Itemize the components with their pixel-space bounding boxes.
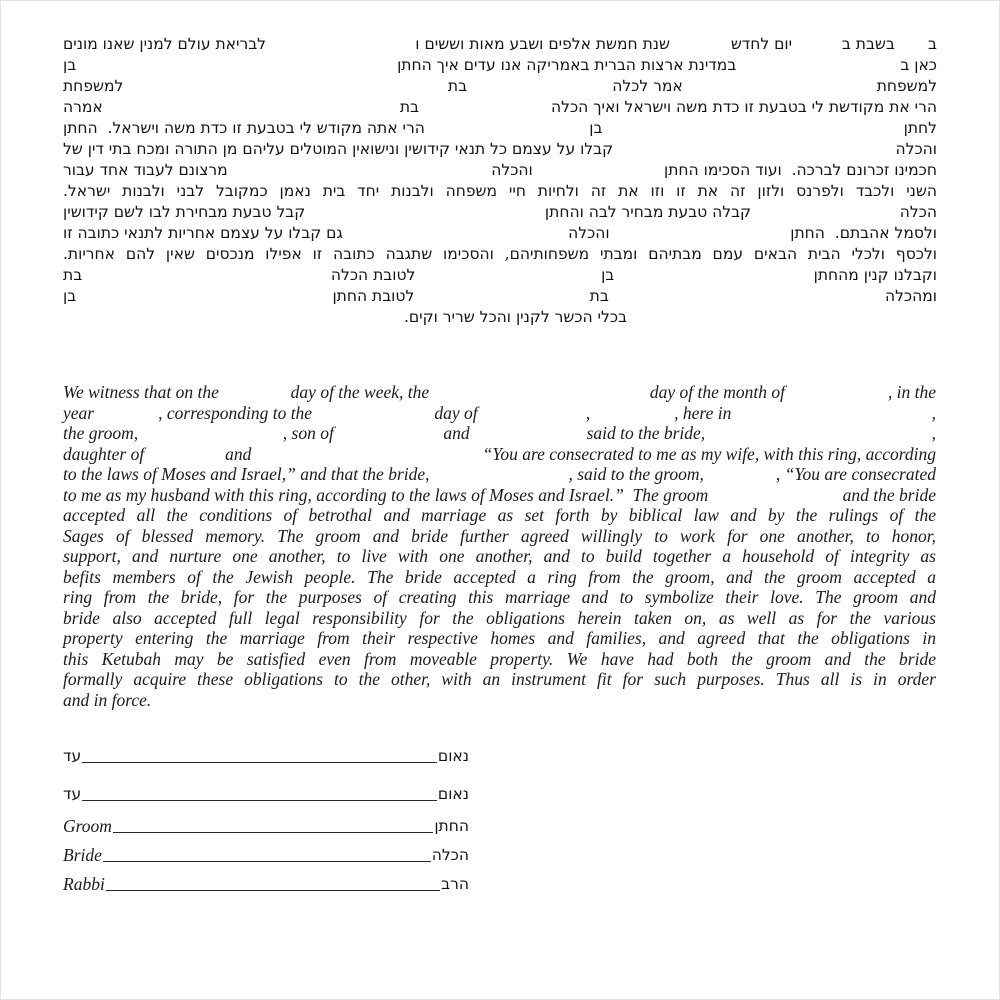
blank-field bbox=[305, 216, 545, 217]
text-segment: לטובת הכלה bbox=[330, 266, 416, 284]
hebrew-line-6 bbox=[63, 139, 937, 160]
blank-field bbox=[334, 438, 444, 439]
signature-row-witness-1 bbox=[63, 744, 469, 766]
english-line-15: formally acquire these obligations to the other, with an instrument fit for such purposes. Thus all is in order bbox=[63, 669, 936, 689]
text-segment: , in the bbox=[887, 382, 936, 402]
groom-label: Groom bbox=[63, 816, 112, 836]
blank-field bbox=[144, 459, 225, 460]
blank-field bbox=[590, 418, 674, 419]
blank-field bbox=[228, 174, 492, 175]
english-line-5 bbox=[63, 464, 936, 485]
hebrew-line-13 bbox=[63, 286, 937, 307]
blank-field bbox=[251, 459, 482, 460]
hebrew-line-3 bbox=[63, 76, 937, 97]
text-segment: and the bride bbox=[842, 484, 936, 505]
text-segment: “You are consecrated to me as my wife, with this ring, according bbox=[482, 443, 936, 464]
blank-field bbox=[533, 174, 664, 175]
text-segment: ולסמל אהבתם. החתן bbox=[790, 224, 937, 242]
text-segment: קבלה טבעת מבחיר לבה והחתן bbox=[544, 203, 752, 221]
text-segment: הרי את מקודשת לי בטבעת זו כדת משה וישראל ואיך הכלה bbox=[551, 98, 937, 116]
text-segment: כאן ב bbox=[900, 56, 937, 74]
blank-field bbox=[704, 479, 776, 480]
hebrew-line-2 bbox=[63, 55, 937, 76]
text-segment: and bbox=[225, 443, 252, 464]
text-segment: בן bbox=[589, 119, 603, 137]
text-segment: day of the week, the bbox=[290, 382, 430, 402]
signature-section bbox=[63, 744, 469, 894]
text-segment: במדינת ארצות הברית באמריקה אנו עדים איך החתן bbox=[397, 56, 737, 74]
text-segment: , here in bbox=[674, 402, 732, 423]
text-segment: בת bbox=[399, 98, 419, 116]
signature-line bbox=[82, 799, 437, 801]
hebrew-line-4 bbox=[63, 97, 937, 118]
blank-field bbox=[470, 438, 587, 439]
blank-field bbox=[895, 48, 928, 49]
blank-field bbox=[138, 438, 283, 439]
text-segment: לבריאת עולם למנין שאנו מונים bbox=[63, 35, 266, 53]
text-segment: year bbox=[63, 402, 95, 423]
blank-field bbox=[478, 418, 586, 419]
hebrew-line-1 bbox=[63, 34, 937, 55]
text-segment: יום לחדש bbox=[730, 35, 793, 53]
witness-label: עד bbox=[63, 785, 82, 803]
signature-row-witness-2 bbox=[63, 782, 469, 804]
text-segment: לטובת החתן bbox=[332, 287, 415, 305]
text-segment: ומהכלה bbox=[884, 287, 937, 305]
groom-label-hebrew: החתן bbox=[434, 817, 469, 835]
blank-field bbox=[94, 418, 158, 419]
signature-line bbox=[82, 761, 437, 763]
blank-field bbox=[670, 48, 731, 49]
text-segment: קבל טבעת מבחירת לבו לשם קידושין bbox=[63, 203, 306, 221]
text-segment: בן bbox=[63, 56, 77, 74]
blank-field bbox=[792, 48, 842, 49]
text-segment: day of the month of bbox=[649, 382, 786, 402]
english-line-12: bride also accepted full legal responsibility for the obligations herein taken on, as well as for the various bbox=[63, 607, 936, 628]
text-segment: to the laws of Moses and Israel,” and that the bride, bbox=[63, 464, 430, 484]
blank-field bbox=[419, 111, 551, 112]
english-line-14: this Ketubah may be satisfied even from moveable property. We have had both the groom and the bride bbox=[63, 648, 936, 669]
blank-field bbox=[430, 479, 569, 480]
hebrew-line-10 bbox=[63, 223, 937, 244]
text-segment: We witness that on the bbox=[63, 382, 219, 402]
hebrew-line-8: השני ולכבד ולפרנס ולזון זה את זו וזו את זה ולחיות חיי משפחה ולבנות יחד בית נאמן כמקובל לבני ולבנות ישראל. bbox=[63, 182, 937, 200]
english-line-2 bbox=[63, 403, 936, 424]
blank-field bbox=[609, 300, 885, 301]
signature-row-groom bbox=[63, 814, 469, 836]
text-segment: day of bbox=[434, 402, 478, 423]
hebrew-line-11: ולכסף ולכלי הבית הבאים עמם מבתיהם ומבתי משפחותיהם, והסכימו שתגבה כתובה זו אפילו מנכסים שאין להם אחריות. bbox=[63, 245, 937, 263]
blank-field bbox=[467, 90, 612, 91]
text-segment: בת bbox=[589, 287, 609, 305]
text-segment: , bbox=[931, 402, 936, 423]
text-segment: מרצונם לעבוד אחד עבור bbox=[63, 161, 228, 179]
declared-by-label: נאום bbox=[437, 785, 469, 803]
text-segment: למשפחת bbox=[876, 77, 937, 95]
blank-field bbox=[123, 90, 448, 91]
blank-field bbox=[415, 279, 601, 280]
english-line-3 bbox=[63, 423, 936, 444]
blank-field bbox=[731, 418, 931, 419]
bride-label-hebrew: הכלה bbox=[431, 846, 469, 864]
hebrew-line-14: בכלי הכשר לקנין והכל שריר וקים. bbox=[403, 308, 627, 326]
blank-field bbox=[751, 216, 900, 217]
text-segment: said to the bride, bbox=[586, 423, 706, 443]
blank-field bbox=[343, 237, 568, 238]
signature-row-bride bbox=[63, 843, 469, 865]
text-segment: , bbox=[931, 423, 936, 443]
text-segment: והכלה bbox=[568, 224, 610, 242]
text-segment: אמרה bbox=[63, 98, 103, 116]
signature-line bbox=[113, 831, 433, 833]
text-segment: בן bbox=[63, 287, 77, 305]
blank-field bbox=[82, 279, 331, 280]
text-segment: , bbox=[585, 402, 591, 423]
rabbi-label: Rabbi bbox=[63, 874, 105, 894]
text-segment: אמר לכלה bbox=[612, 77, 683, 95]
text-segment: daughter of bbox=[63, 443, 145, 464]
blank-field bbox=[219, 397, 291, 398]
text-segment: בשבת ב bbox=[841, 35, 895, 53]
blank-field bbox=[785, 397, 888, 398]
signature-line bbox=[106, 889, 440, 891]
blank-field bbox=[736, 69, 900, 70]
blank-field bbox=[708, 500, 842, 501]
text-segment: בת bbox=[63, 266, 83, 284]
english-line-1 bbox=[63, 382, 936, 403]
bride-label: Bride bbox=[63, 845, 102, 865]
declared-by-label: נאום bbox=[437, 747, 469, 765]
blank-field bbox=[103, 111, 400, 112]
text-segment: לחתן bbox=[903, 119, 937, 137]
text-segment: הכלה bbox=[899, 203, 937, 221]
text-segment: למשפחת bbox=[63, 77, 124, 95]
blank-field bbox=[614, 279, 813, 280]
text-segment: והכלה bbox=[895, 140, 937, 158]
hebrew-line-5 bbox=[63, 118, 937, 139]
blank-field bbox=[425, 132, 589, 133]
text-segment: בן bbox=[601, 266, 615, 284]
text-segment: , said to the groom, bbox=[568, 464, 704, 484]
english-line-8: Sages of blessed memory. The groom and bride further agreed willingly to work for one another, to honor, bbox=[63, 525, 936, 546]
english-line-16: and in force. bbox=[63, 689, 152, 710]
blank-field bbox=[414, 300, 589, 301]
signature-line bbox=[103, 860, 431, 862]
text-segment: וקבלנו קנין מהחתן bbox=[813, 266, 937, 284]
english-line-7: accepted all the conditions of betrothal and marriage as set forth by biblical law and by the rulings of the bbox=[63, 505, 936, 525]
blank-field bbox=[429, 397, 650, 398]
english-line-11: ring from the bride, for the purposes of creating this marriage and to symbolize their love. The groom and bbox=[63, 587, 936, 607]
text-segment: שנת חמשת אלפים ושבע מאות וששים ו bbox=[415, 35, 670, 53]
blank-field bbox=[610, 237, 791, 238]
blank-field bbox=[602, 132, 903, 133]
text-segment: ב bbox=[928, 35, 937, 53]
signature-row-rabbi bbox=[63, 872, 469, 894]
english-line-10: befits members of the Jewish people. The bride accepted a ring from the groom, and the groom accepted a bbox=[63, 566, 936, 587]
blank-field bbox=[312, 418, 434, 419]
hebrew-line-9 bbox=[63, 202, 937, 223]
english-line-4 bbox=[63, 444, 936, 465]
blank-field bbox=[266, 48, 415, 49]
english-line-9: support, and nurture one another, to live with one another, and to build together a household of integrity as bbox=[63, 546, 936, 566]
english-line-6 bbox=[63, 485, 936, 506]
text-segment: , son of bbox=[282, 423, 334, 443]
witness-label: עד bbox=[63, 747, 82, 765]
hebrew-line-12 bbox=[63, 265, 937, 286]
text-segment: בת bbox=[447, 77, 468, 95]
text-segment: הרי אתה מקודש לי בטבעת זו כדת משה וישראל. החתן bbox=[63, 119, 425, 137]
text-segment: the groom, bbox=[63, 423, 139, 443]
english-line-13: property entering the marriage from their respective homes and families, and agreed that the obligations in bbox=[63, 628, 936, 648]
text-segment: והכלה bbox=[491, 161, 533, 179]
english-section bbox=[63, 382, 936, 710]
hebrew-line-7 bbox=[63, 160, 937, 181]
blank-field bbox=[683, 90, 877, 91]
text-segment: חכמינו זכרונם לברכה. ועוד הסכימו החתן bbox=[664, 161, 937, 179]
blank-field bbox=[76, 69, 397, 70]
text-segment: and bbox=[443, 423, 470, 443]
blank-field bbox=[613, 153, 895, 154]
text-segment: to me as my husband with this ring, according to the laws of Moses and Israel.” The groom bbox=[63, 484, 709, 505]
blank-field bbox=[705, 438, 931, 439]
rabbi-label-hebrew: הרב bbox=[441, 875, 469, 893]
text-segment: , “You are consecrated bbox=[775, 464, 936, 484]
text-segment: גם קבלו על עצמם אחריות לתנאי כתובה זו bbox=[63, 224, 343, 242]
text-segment: , corresponding to the bbox=[158, 402, 313, 423]
hebrew-section bbox=[63, 34, 937, 328]
blank-field bbox=[76, 300, 332, 301]
text-segment: קבלו על עצמם כל תנאי קידושין ונישואין המוטלים עליהם מן התורה ומכח בתי דין של bbox=[63, 140, 614, 158]
